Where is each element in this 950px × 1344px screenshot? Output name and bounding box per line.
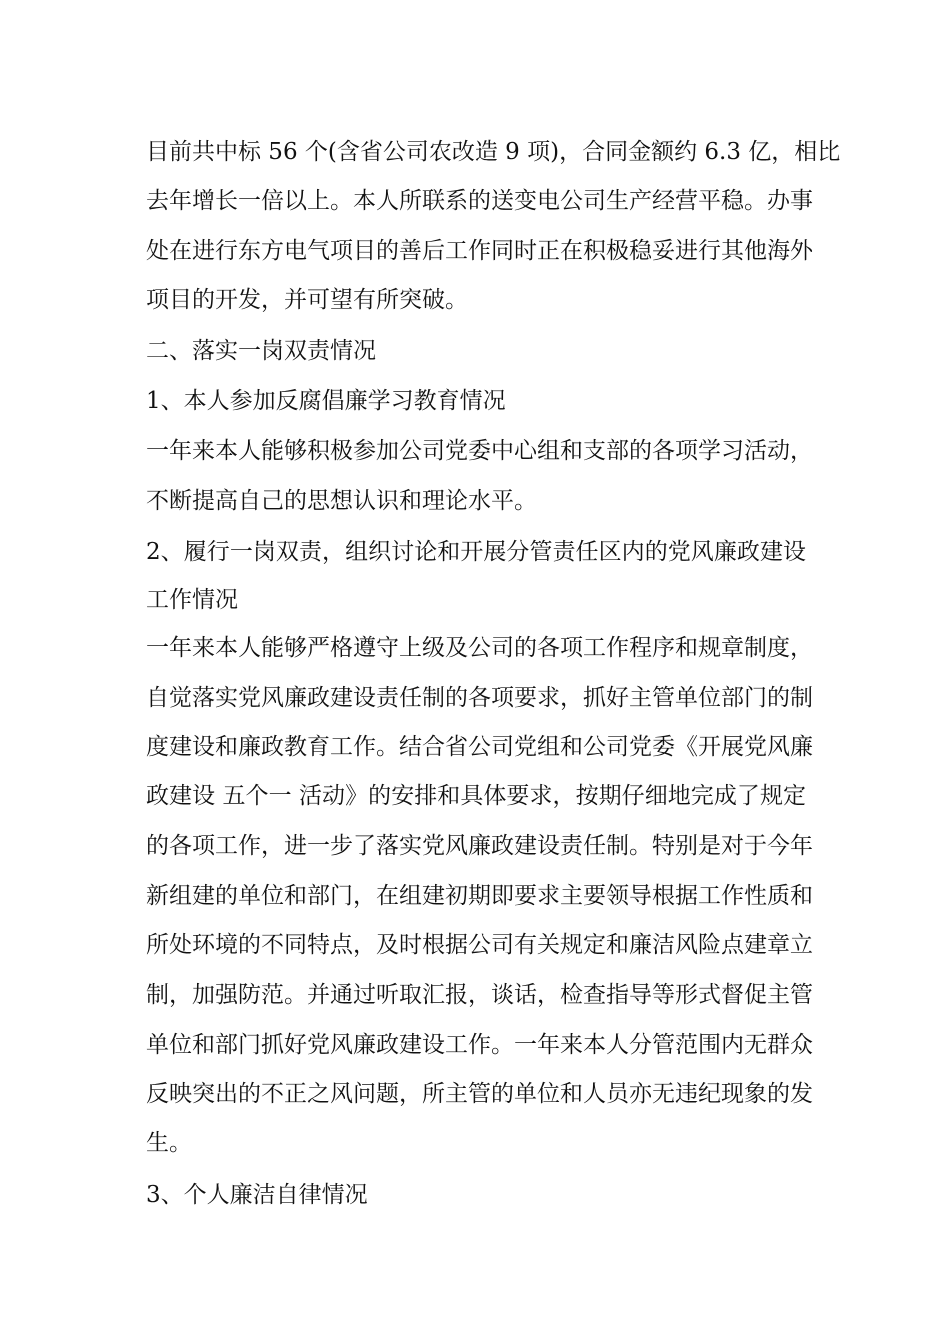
- text-line-8: 不断提高自己的思想认识和理论水平。: [146, 488, 537, 514]
- text-line-20: 反映突出的不正之风问题，所主管的单位和人员亦无违纪现象的发: [146, 1081, 813, 1107]
- subheading-3: 3、个人廉洁自律情况: [146, 1182, 368, 1208]
- text-line-4: 项目的开发，并可望有所突破。: [146, 287, 468, 313]
- text-line-18: 制，加强防范。并通过听取汇报，谈话，检查指导等形式督促主管: [146, 982, 813, 1008]
- text-line-16: 新组建的单位和部门，在组建初期即要求主要领导根据工作性质和: [146, 883, 813, 909]
- subheading-2: 2、履行一岗双责，组织讨论和开展分管责任区内的党风廉政建设: [146, 539, 806, 565]
- text-line-15: 的各项工作，进一步了落实党风廉政建设责任制。特别是对于今年: [146, 833, 813, 859]
- text-line-12: 自觉落实党风廉政建设责任制的各项要求，抓好主管单位部门的制: [146, 685, 813, 711]
- text-line-11: 一年来本人能够严格遵守上级及公司的各项工作程序和规章制度，: [146, 635, 813, 661]
- text-line-17: 所处环境的不同特点，及时根据公司有关规定和廉洁风险点建章立: [146, 932, 813, 958]
- text-line-1: 目前共中标 56 个(含省公司农改造 9 项)，合同金额约 6.3 亿，相比: [146, 139, 841, 165]
- subheading-1: 1、本人参加反腐倡廉学习教育情况: [146, 388, 506, 414]
- text-line-3: 处在进行东方电气项目的善后工作同时正在积极稳妥进行其他海外: [146, 238, 813, 264]
- text-line-21: 生。: [146, 1130, 192, 1156]
- text-line-19: 单位和部门抓好党风廉政建设工作。一年来本人分管范围内无群众: [146, 1032, 813, 1058]
- text-line-7: 一年来本人能够积极参加公司党委中心组和支部的各项学习活动，: [146, 438, 813, 464]
- text-line-14: 政建设 五个一 活动》的安排和具体要求，按期仔细地完成了规定: [146, 783, 806, 809]
- subheading-2-cont: 工作情况: [146, 587, 238, 613]
- text-line-13: 度建设和廉政教育工作。结合省公司党组和公司党委《开展党风廉: [146, 734, 813, 760]
- text-line-2: 去年增长一倍以上。本人所联系的送变电公司生产经营平稳。办事: [146, 188, 813, 214]
- section-heading-2: 二、落实一岗双责情况: [146, 338, 376, 364]
